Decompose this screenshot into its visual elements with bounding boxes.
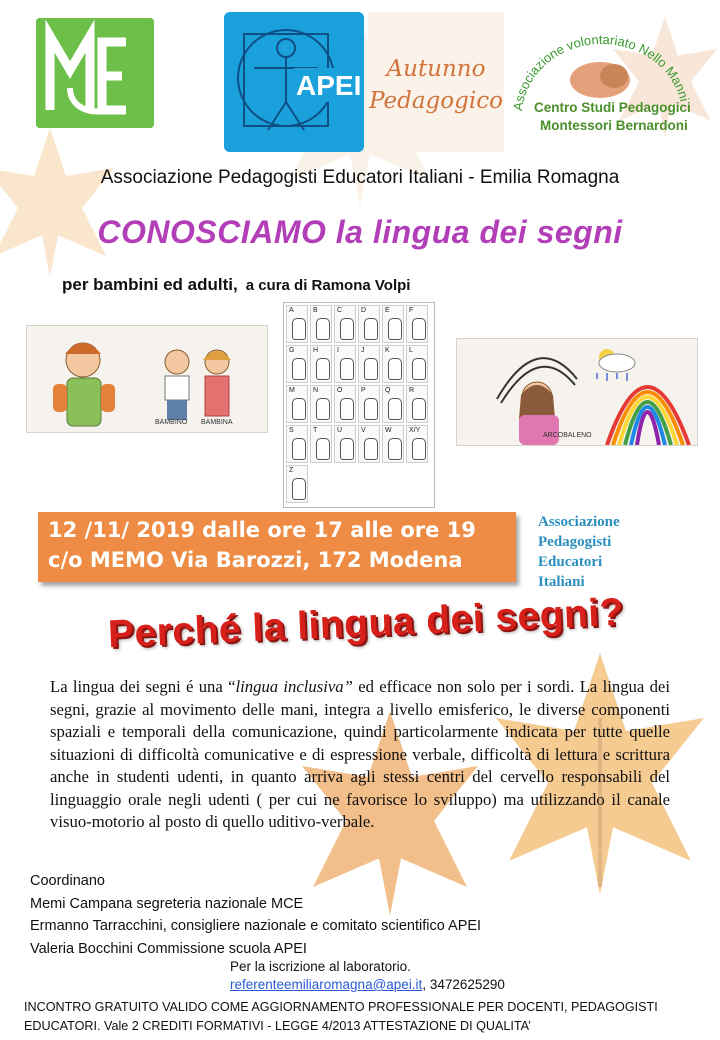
alphabet-letter: K	[385, 347, 390, 354]
hand-sign-icon	[412, 438, 426, 460]
children-signing-illustration	[26, 325, 268, 433]
alphabet-letter: D	[361, 307, 367, 314]
apei-text-logo	[538, 512, 620, 592]
alphabet-cell	[406, 345, 428, 383]
alphabet-letter: J	[361, 347, 365, 354]
page-title: CONOSCIAMO la lingua dei segni	[97, 214, 623, 250]
alphabet-letter: F	[409, 307, 414, 314]
subtitle	[62, 275, 410, 295]
hand-sign-icon	[364, 318, 378, 340]
hand-sign-icon	[388, 398, 402, 420]
hand-sign-icon	[364, 438, 378, 460]
alphabet-letter: V	[361, 427, 366, 434]
hand-sign-icon	[364, 398, 378, 420]
alphabet-cell	[406, 385, 428, 423]
subtitle-curator: a cura di Ramona Volpi	[245, 277, 411, 294]
hand-sign-icon	[388, 318, 402, 340]
hand-sign-icon	[340, 398, 354, 420]
hand-sign-icon	[292, 438, 306, 460]
caption-arcobaleno: ARCOBALENO	[543, 432, 592, 439]
hand-sign-icon	[412, 398, 426, 420]
hand-sign-icon	[316, 438, 330, 460]
alphabet-cell	[334, 385, 356, 423]
alphabet-cell	[286, 305, 308, 343]
alphabet-letter: C	[337, 307, 343, 314]
body-part-2: ed efficace non solo per i sordi. La lingua dei segni, grazie al movimento delle mani, integra a livello emisferico, le diverse componenti spaziali e temporali della comunicazione, quindi particolarmente indicata per tutte quelle situazioni di difficoltà comunicative e di espressione verbale, difficoltà di lettura e scrittura anche in studenti udenti, in quanto arriva agli stessi centri del cervello responsabili del linguaggio orale negli udenti ( per cui ne favorisce lo sviluppo) ma utilizzando il canale visuo-motorio al posto di quello uditivo-verbale.	[50, 677, 670, 831]
alphabet-cell	[406, 425, 428, 463]
apei-text-line-2: Pedagogisti	[538, 534, 612, 550]
hand-sign-icon	[316, 398, 330, 420]
pedagogico-line: Pedagogico	[369, 88, 503, 114]
alphabet-letter: N	[313, 387, 319, 394]
footer-notice	[24, 998, 714, 1036]
question-headline: Perché la lingua dei segni?	[107, 590, 625, 657]
coordinator-line: Valeria Bocchini Commissione scuola APEI	[30, 940, 307, 957]
svg-text:Associazione volontariato Nell: Associazione volontariato Nello Mann	[510, 31, 690, 112]
alphabet-cell	[286, 345, 308, 383]
registration-label: Per la iscrizione al laboratorio.	[230, 959, 411, 974]
hand-sign-icon	[340, 358, 354, 380]
body-part-1: La lingua dei segni é una “	[50, 677, 236, 696]
hand-sign-icon	[292, 398, 306, 420]
autunno-line: Autunno	[386, 56, 486, 82]
alphabet-letter: A	[289, 307, 294, 314]
alphabet-cell	[286, 385, 308, 423]
apei-text-line-1: Associazione	[538, 514, 620, 530]
subtitle-audience: per bambini ed adulti,	[62, 275, 238, 294]
alphabet-cell	[334, 345, 356, 383]
alphabet-cell	[310, 305, 332, 343]
alphabet-cell	[310, 385, 332, 423]
alphabet-cell	[406, 305, 428, 343]
hand-sign-icon	[292, 358, 306, 380]
event-date: 12 /11/ 2019 dalle ore 17 alle ore 19	[48, 518, 476, 542]
alphabet-letter: W	[385, 427, 392, 434]
alphabet-cell	[358, 345, 380, 383]
footer-line-2: EDUCATORI. Vale 2 CREDITI FORMATIVI - LEGGE 4/2013 ATTESTAZIONE DI QUALITA’	[24, 1019, 531, 1033]
alphabet-cell	[358, 305, 380, 343]
alphabet-letter: I	[337, 347, 339, 354]
coordinators-heading: Coordinano	[30, 873, 105, 889]
mce-logo	[36, 18, 154, 128]
alphabet-letter: Q	[385, 387, 391, 394]
association-name: Associazione Pedagogisti Educatori Italiani - Emilia Romagna	[100, 167, 620, 188]
alphabet-letter: U	[337, 427, 343, 434]
alphabet-cell	[286, 465, 308, 503]
hand-sign-icon	[388, 438, 402, 460]
caption-bambino: BAMBINO	[155, 419, 188, 426]
alphabet-cell	[286, 425, 308, 463]
coordinator-line: Memi Campana segreteria nazionale MCE	[30, 895, 304, 912]
hand-sign-icon	[412, 358, 426, 380]
hand-sign-icon	[340, 318, 354, 340]
assoc-name-line-2: Montessori Bernardoni	[540, 118, 688, 133]
hand-sign-icon	[364, 358, 378, 380]
hand-sign-icon	[388, 358, 402, 380]
registration-phone: , 3472625290	[422, 977, 505, 992]
apei-text-line-4: Italiani	[538, 574, 585, 590]
alphabet-letter: X/Y	[409, 427, 421, 434]
alphabet-letter: O	[337, 387, 343, 394]
alphabet-cell	[382, 345, 404, 383]
alphabet-cell	[382, 385, 404, 423]
hand-sign-icon	[292, 318, 306, 340]
description-paragraph	[50, 676, 670, 834]
registration-block	[230, 958, 505, 994]
alphabet-letter: T	[313, 427, 318, 434]
alphabet-letter: Z	[289, 467, 294, 474]
alphabet-letter: S	[289, 427, 294, 434]
body-emphasis: lingua inclusiva”	[235, 677, 353, 696]
apei-logo-text: APEI	[296, 70, 362, 101]
registration-email-link[interactable]: referenteemiliaromagna@apei.it	[230, 977, 423, 992]
centro-studi-logo	[510, 18, 690, 158]
alphabet-letter: R	[409, 387, 415, 394]
alphabet-cell	[334, 425, 356, 463]
assoc-name-line-1: Centro Studi Pedagogici	[534, 100, 691, 115]
footer-line-1: INCONTRO GRATUITO VALIDO COME AGGIORNAMENTO PROFESSIONALE PER DOCENTI, PEDAGOGISTI	[24, 1000, 658, 1014]
caption-bambina: BAMBINA	[201, 419, 233, 426]
apei-text-line-3: Educatori	[538, 554, 603, 570]
alphabet-letter: H	[313, 347, 319, 354]
alphabet-cell	[382, 425, 404, 463]
alphabet-cell	[310, 425, 332, 463]
alphabet-cell	[382, 305, 404, 343]
apei-logo	[224, 12, 364, 152]
alphabet-letter: M	[289, 387, 295, 394]
alphabet-cell	[358, 425, 380, 463]
assoc-arc-text	[510, 18, 690, 158]
hand-sign-icon	[412, 318, 426, 340]
alphabet-cell	[358, 385, 380, 423]
alphabet-letter: G	[289, 347, 295, 354]
registration-contact	[230, 976, 505, 994]
coordinator-line: Ermanno Tarracchini, consigliere nazionale e comitato scientifico APEI	[30, 918, 482, 934]
rainbow-sign-illustration	[456, 338, 698, 446]
hand-sign-icon	[292, 478, 306, 500]
sign-alphabet-chart	[283, 302, 435, 508]
event-place: c/o MEMO Via Barozzi, 172 Modena	[48, 548, 463, 572]
hand-sign-icon	[340, 438, 354, 460]
event-date-box	[38, 512, 516, 582]
alphabet-grid	[286, 305, 432, 505]
alphabet-letter: E	[385, 307, 390, 314]
autumn-leaf-decoration	[0, 120, 130, 280]
alphabet-letter: L	[409, 347, 413, 354]
alphabet-letter: P	[361, 387, 366, 394]
hand-sign-icon	[316, 318, 330, 340]
autunno-pedagogico-logo	[368, 12, 504, 152]
alphabet-cell	[310, 345, 332, 383]
alphabet-letter: B	[313, 307, 318, 314]
coordinators-block	[30, 870, 481, 960]
hand-sign-icon	[316, 358, 330, 380]
alphabet-cell	[334, 305, 356, 343]
